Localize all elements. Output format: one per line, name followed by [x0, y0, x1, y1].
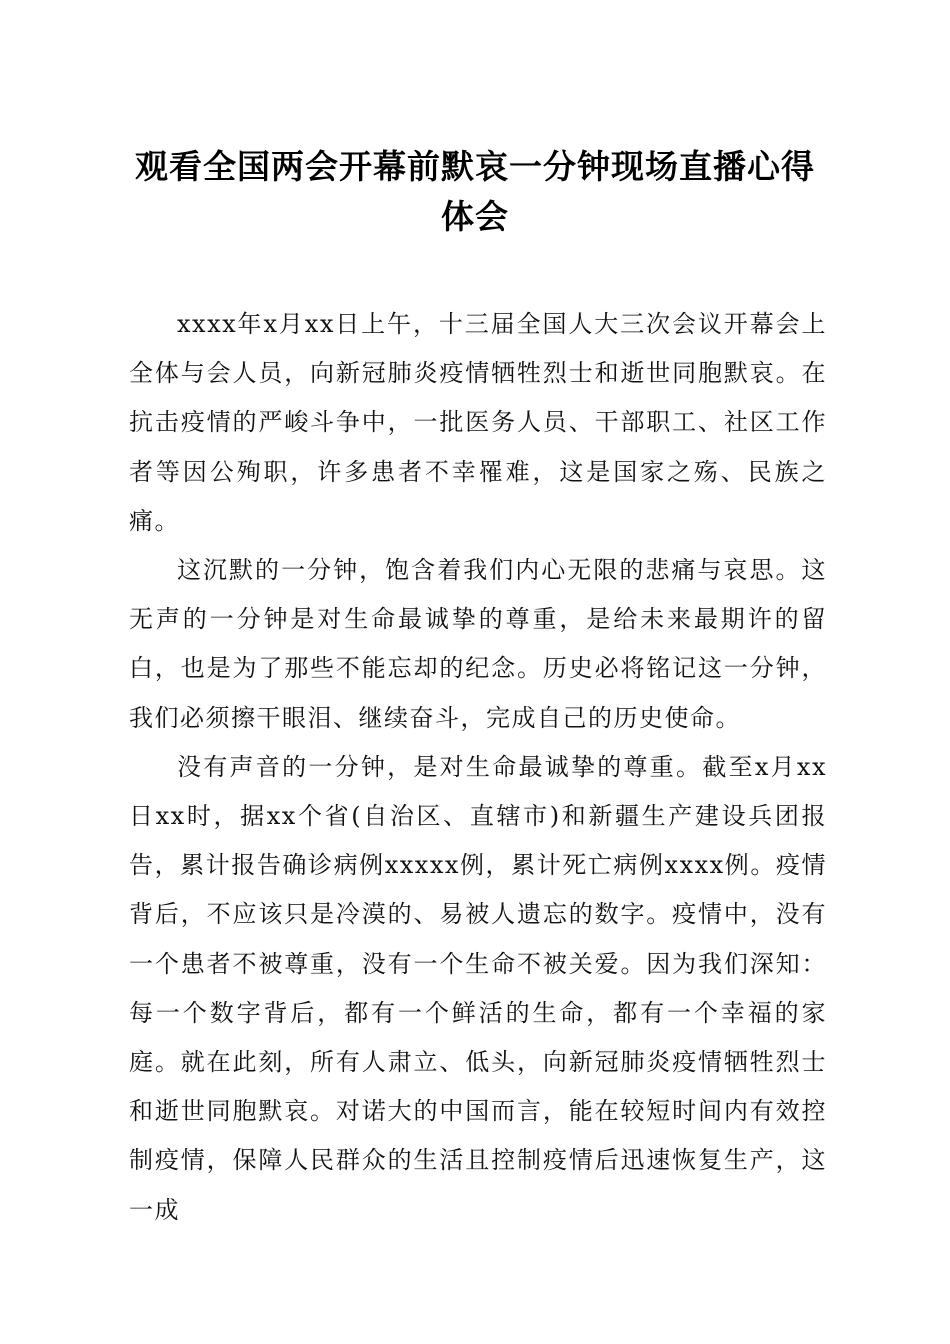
paragraph-3: 没有声音的一分钟，是对生命最诚挚的尊重。截至x月xx日xx时，据xx个省(自治区、直辖市)和新疆生产建设兵团报告，累计报告确诊病例xxxxx例，累计死亡病例xxxx例。疫情背后，不应该只是冷漠的、易被人遗忘的数字。疫情中，没有一个患者不被尊重，没有一个生命不被关爱。因为我们深知：每一个数字背后，都有一个鲜活的生命，都有一个幸福的家庭。就在此刻，所有人肃立、低头，向新冠肺炎疫情牺牲烈士和逝世同胞默哀。对诺大的中国而言，能在较短时间内有效控制疫情，保障人民群众的生活且控制疫情后迅速恢复生产，这一成	[129, 752, 827, 1224]
document-title: 观看全国两会开幕前默哀一分钟现场直播心得体会	[135, 147, 815, 236]
paragraph-2: 这沉默的一分钟，饱含着我们内心无限的悲痛与哀思。这无声的一分钟是对生命最诚挚的尊重，是给未来最期许的留白，也是为了那些不能忘却的纪念。历史必将铭记这一分钟，我们必须擦干眼泪、继续奋斗，完成自己的历史使命。	[129, 556, 827, 732]
paragraph-1: xxxx年x月xx日上午，十三届全国人大三次会议开幕会上全体与会人员，向新冠肺炎疫情牺牲烈士和逝世同胞默哀。在抗击疫情的严峻斗争中，一批医务人员、干部职工、社区工作者等因公殉职，许多患者不幸罹难，这是国家之殇、民族之痛。	[129, 310, 827, 535]
document-body	[129, 300, 827, 1235]
